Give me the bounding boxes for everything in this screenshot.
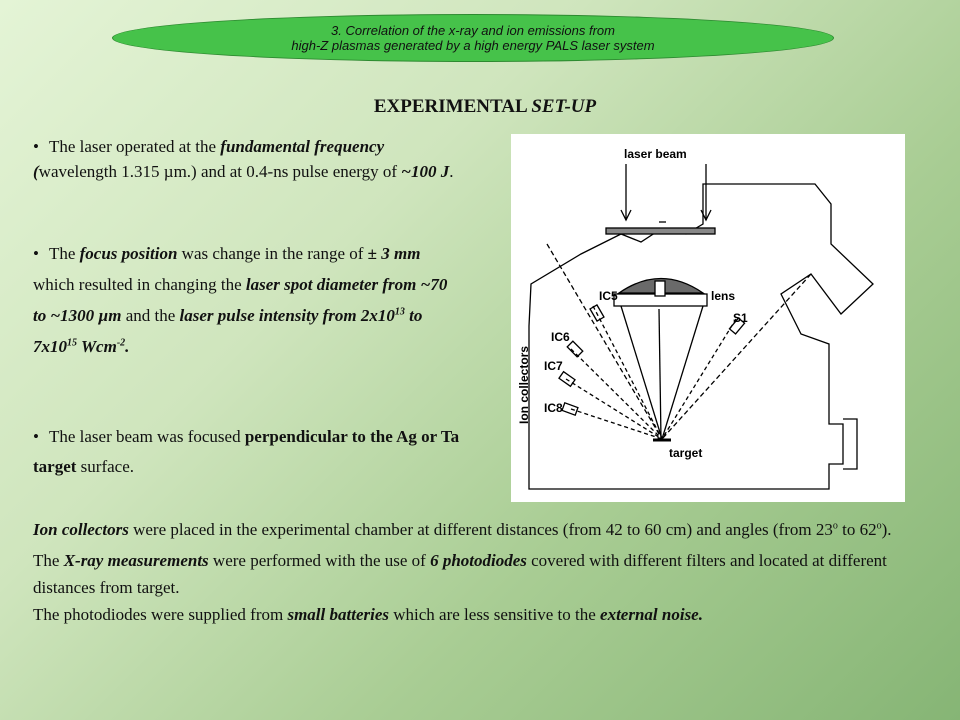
text: perpendicular to the Ag or Ta target	[33, 427, 460, 476]
label-s1: S1	[733, 311, 748, 325]
text: surface.	[76, 457, 134, 476]
text: X-ray measurements	[63, 551, 209, 570]
text: 6 photodiodes	[430, 551, 527, 570]
photodiode-paragraph	[33, 601, 923, 628]
text: and the	[121, 306, 180, 325]
text: m.) and at 0.4-ns pulse energy of	[173, 162, 402, 181]
label-ic6: IC6	[551, 330, 570, 344]
text: small batteries	[287, 605, 389, 624]
title-part-1: EXPERIMENTAL	[373, 96, 527, 117]
ic8-detector	[562, 403, 578, 415]
text: ).	[881, 520, 892, 539]
label-ic8: IC8	[544, 401, 563, 415]
right-port	[843, 419, 857, 469]
banner-line-1: 3. Correlation of the x-ray and ion emissions from	[331, 23, 615, 38]
text: which resulted in changing the	[33, 275, 246, 294]
focus-beam-right	[662, 306, 703, 439]
label-lens: lens	[711, 289, 736, 303]
text: m	[108, 306, 122, 325]
xray-paragraph	[33, 547, 923, 601]
text: .	[449, 162, 454, 181]
text: to 62	[837, 520, 877, 539]
exponent: 15	[67, 337, 77, 349]
mu-symbol: µ	[163, 162, 174, 181]
text: ±	[367, 244, 377, 263]
text: The laser operated at the	[48, 137, 221, 156]
text: wavelength 1.315	[38, 162, 164, 181]
text: The photodiodes were supplied from	[33, 605, 288, 624]
page-title	[0, 96, 960, 118]
text: were placed in the experimental chamber at different distances (from 42 to 60 cm) and angles (from 23	[128, 520, 833, 539]
entrance-window	[606, 228, 715, 234]
text: laser spot diameter from ~70 to ~1300	[33, 275, 448, 325]
label-ion-collectors: Ion collectors	[517, 345, 531, 424]
label-target: target	[669, 446, 703, 460]
bullet-laser-parameters	[33, 134, 463, 184]
label-ic7: IC7	[544, 359, 563, 373]
text: .	[125, 337, 130, 356]
text: focus position	[79, 244, 178, 263]
exponent: 13	[394, 306, 405, 318]
degree-mark: o	[832, 520, 838, 532]
title-part-2: SET-UP	[531, 96, 597, 117]
section-banner	[112, 14, 834, 62]
text: The laser beam was focused	[48, 427, 245, 446]
text: laser pulse intensity from 2x10	[179, 306, 395, 325]
text: was change in the range of	[177, 244, 368, 263]
ion-collectors-paragraph	[33, 519, 923, 541]
text: to 7x10	[33, 306, 423, 356]
text: covered with different filters and located at different distances from target.	[33, 551, 887, 597]
text: ~100 J	[401, 162, 450, 181]
text: external noise.	[600, 605, 703, 624]
banner-line-2: high-Z plasmas generated by a high energy PALS laser system	[291, 38, 655, 53]
chamber-schematic	[511, 134, 905, 502]
beam-axis	[659, 309, 661, 439]
setup-diagram	[511, 134, 905, 502]
bottom-paragraphs	[33, 519, 923, 628]
text: The	[33, 551, 64, 570]
ic7-sightline	[566, 379, 662, 439]
text: Wcm	[77, 337, 117, 356]
text: 3 mm	[377, 244, 421, 263]
text: The	[48, 244, 80, 263]
text: were performed with the use of	[208, 551, 431, 570]
text: fundamental frequency (	[33, 137, 385, 181]
text: Ion collectors	[33, 520, 129, 539]
exponent: -2	[116, 337, 126, 349]
bullet-focus-position	[33, 238, 463, 362]
s1-sightline	[662, 319, 736, 439]
bullet-beam-perpendicular	[33, 422, 463, 482]
degree-mark: o	[876, 520, 882, 532]
diag-line-right	[662, 274, 811, 439]
mu-symbol: µ	[98, 306, 109, 325]
text: which are less sensitive to the	[389, 605, 601, 624]
label-ic5: IC5	[599, 289, 618, 303]
label-laser-beam: laser beam	[624, 147, 687, 161]
